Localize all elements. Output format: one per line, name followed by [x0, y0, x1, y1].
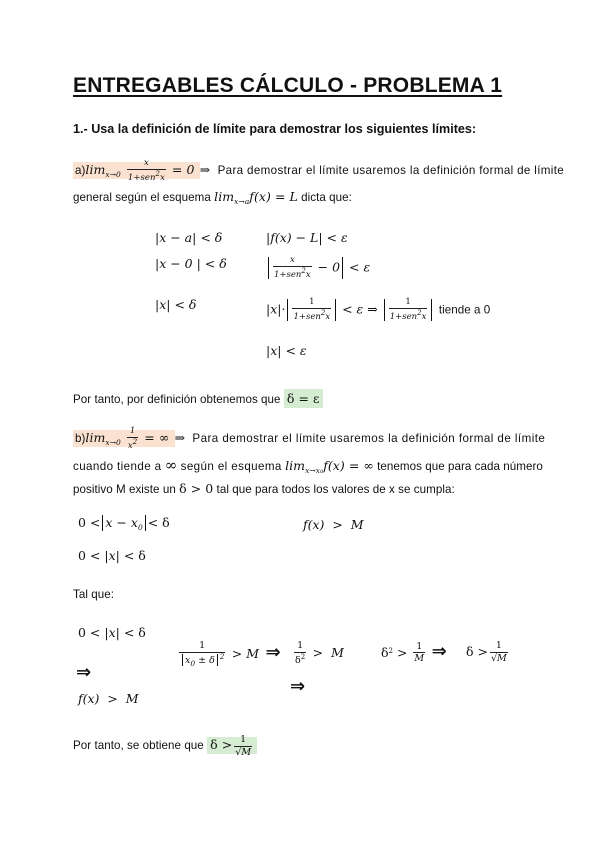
eq-a-right-1: |f(x) − L| < ε [266, 230, 348, 245]
part-a-line-1 [73, 158, 565, 183]
eq-a-left-1: |x − a| < δ [155, 230, 223, 245]
part-b-line-3 [73, 481, 455, 496]
eq-b-6: $\frac{1}{x_0 \pm \delta ^2}$ > M ⇒ [177, 641, 281, 667]
eq-b-4: 0 < |x| < δ [78, 625, 146, 640]
part-b-line-3b: tal que para todos los valores de x se cumpla: [216, 483, 455, 496]
implies-arrow-2: ⇒ [290, 676, 306, 697]
eq-a-right-2: $\frac{x}{1+sen^2x}$ − 0 < ε [266, 256, 370, 279]
part-b-label: b) [75, 432, 86, 445]
eq-b-9: δ > $\frac{1}{√M}$ [466, 640, 507, 664]
part-a-intro-2: general según el esquema [73, 191, 211, 204]
eq-b-8: $\delta^2$ > $\frac{1}{M}$ ⇒ [381, 640, 447, 665]
part-b-line-1-text: Para demostrar el límite usaremos la definición formal de límite [192, 432, 546, 445]
eq-b-3: 0 < |x| < δ [78, 548, 146, 563]
eq-b-1: $0 < x - x_0 < \delta$ [78, 515, 170, 532]
page-title: ENTREGABLES CÁLCULO - PROBLEMA 1 [73, 74, 503, 97]
tal-que-text: Tal que: [73, 588, 115, 601]
part-a-conclusion-text: Por tanto, por definición obtenemos que [73, 393, 281, 406]
implies-arrow-1: ⇒ [76, 662, 92, 683]
part-a-label: a) [75, 164, 86, 177]
eq-b-5: f(x) > M [78, 691, 139, 706]
delta-positive: δ > 0 [179, 481, 214, 496]
part-b-conclusion-text: Por tanto, se obtiene que [73, 739, 204, 753]
part-b-line-2c: tenemos que para cada número [377, 460, 543, 473]
part-b-line-1 [73, 427, 545, 450]
implies-symbol-b: ⇒ [174, 430, 186, 445]
part-b-line-2 [73, 456, 543, 475]
part-b-line-2b: según el esquema [180, 460, 282, 473]
eq-a-left-2: |x − 0 | < δ [155, 256, 227, 271]
part-a-result: δ = ε [284, 389, 323, 408]
part-b-limit-highlight [73, 426, 175, 451]
question-heading: 1.- Usa la definición de límite para demostrar los siguientes límites: [73, 122, 477, 136]
part-a-conclusion [73, 391, 323, 406]
infinite-limit-scheme: $\lim_{x\to x0}f(x)$ = ∞ [285, 458, 374, 475]
part-a-limit-expression: $\lim_{x\to 0}$ $\frac{x}{1+sen^2x}$ = 0 [85, 158, 195, 183]
eq-a-right-4: |x| < ε [266, 343, 307, 358]
infinity-symbol: ∞ [164, 456, 178, 474]
part-a-limit-highlight [73, 158, 200, 183]
part-a-intro: Para demostrar el límite usaremos la definición formal de límite [217, 164, 565, 177]
eq-b-7: $\frac{1}{\delta^2}$ > M [295, 640, 344, 666]
eq-a-right-3: |x|· $\frac{1}{1+sen^2x}$ < ε ⇒ $\frac{1}{1+sen^2x}$ tiende a 0 [266, 297, 491, 322]
part-b-limit-expression: $\lim_{x\to 0}$ $\frac{1}{x^2}$ = ∞ [85, 426, 170, 451]
eq-b-2: f(x) > M [303, 517, 364, 532]
part-b-result: δ > $\frac{1}{√M}$ [207, 737, 257, 754]
tends-to-zero-text: tiende a 0 [438, 303, 491, 317]
part-b-line-3a: positivo M existe un [73, 483, 176, 496]
general-limit-scheme: $\lim_{x\to a}f(x) = L$ [214, 189, 298, 206]
eq-a-left-3: |x| < δ [155, 297, 197, 312]
part-b-conclusion [73, 735, 257, 757]
implies-symbol: ⇒ [199, 162, 211, 177]
part-b-line-2a: cuando tiende a [73, 460, 162, 473]
part-a-line-2 [73, 189, 352, 206]
part-a-intro-3: dicta que: [301, 191, 352, 204]
